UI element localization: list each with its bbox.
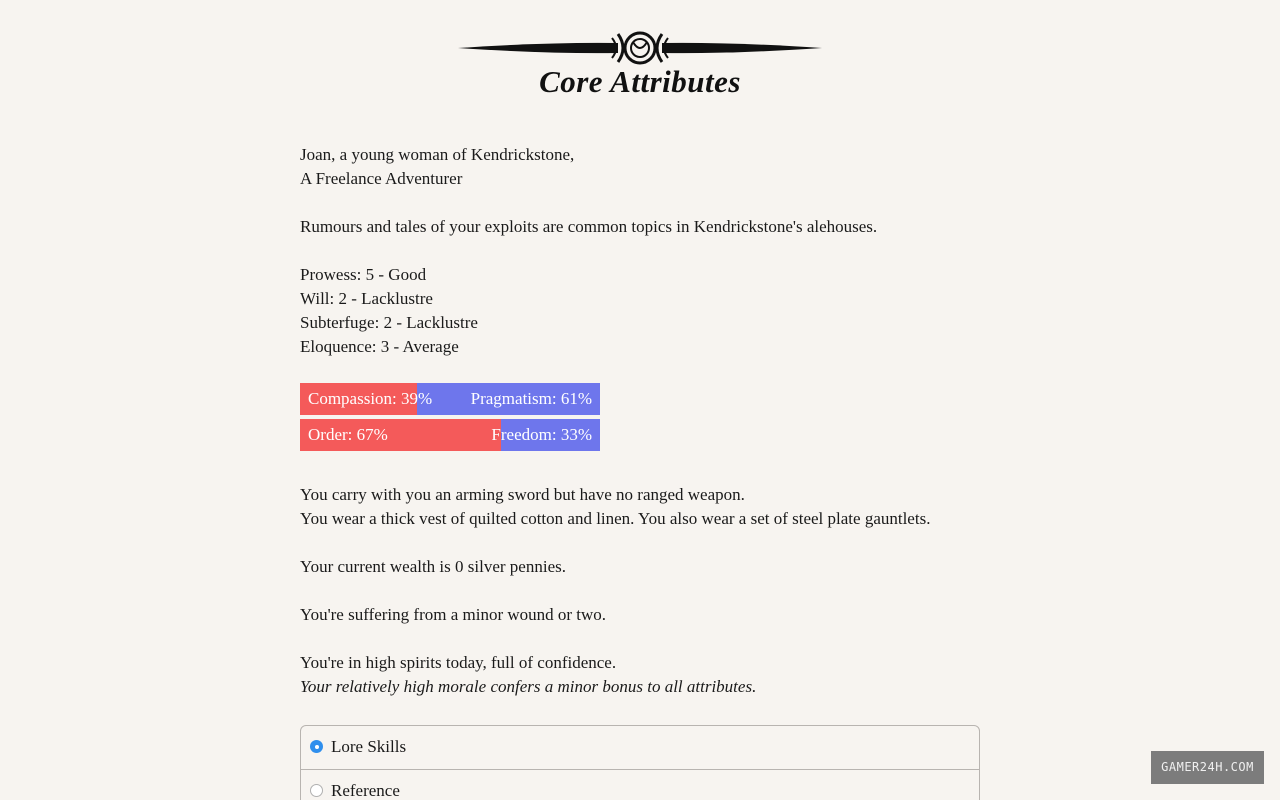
equipment-text <box>300 483 980 531</box>
morale-text <box>300 651 980 699</box>
armor-line: You wear a thick vest of quilted cotton and linen. You also wear a set of steel plate gauntlets. <box>300 509 931 528</box>
attribute-will: Will: 2 - Lacklustre <box>300 289 433 308</box>
morale-note: Your relatively high morale confers a minor bonus to all attributes. <box>300 677 757 696</box>
choice-reference[interactable] <box>301 769 979 800</box>
freedom-label: Freedom: 33% <box>491 425 592 444</box>
order-label: Order: 67% <box>308 425 388 444</box>
character-sheet <box>300 143 980 723</box>
reputation-text: Rumours and tales of your exploits are common topics in Kendrickstone's alehouses. <box>300 217 878 236</box>
choice-label: Lore Skills <box>331 737 407 756</box>
character-name-line: Joan, a young woman of Kendrickstone, <box>300 145 575 164</box>
attribute-list <box>300 263 980 359</box>
character-occupation-line: A Freelance Adventurer <box>300 169 463 188</box>
attribute-subterfuge: Subterfuge: 2 - Lacklustre <box>300 313 478 332</box>
choice-list <box>300 725 980 800</box>
attribute-eloquence: Eloquence: 3 - Average <box>300 337 459 356</box>
attribute-prowess: Prowess: 5 - Good <box>300 265 427 284</box>
page-header <box>0 0 1280 120</box>
pragmatism-label: Pragmatism: 61% <box>470 389 592 408</box>
radio-button[interactable] <box>310 784 323 797</box>
morale-line: You're in high spirits today, full of confidence. <box>300 653 617 672</box>
page-title: Core Attributes <box>539 64 741 99</box>
watermark-badge: GAMER24H.COM <box>1151 751 1264 784</box>
celtic-knot-ornament-icon <box>458 28 822 68</box>
order-freedom-bar <box>300 419 600 451</box>
compassion-label: Compassion: 39% <box>308 389 433 408</box>
opposed-stats <box>300 383 980 451</box>
choice-label: Reference <box>331 781 400 800</box>
weapon-line: You carry with you an arming sword but have no ranged weapon. <box>300 485 745 504</box>
health-text: You're suffering from a minor wound or two. <box>300 605 607 624</box>
radio-button[interactable] <box>310 740 323 753</box>
choice-lore-skills[interactable] <box>301 726 979 769</box>
compassion-pragmatism-bar <box>300 383 600 415</box>
character-intro <box>300 143 980 191</box>
wealth-text: Your current wealth is 0 silver pennies. <box>300 557 566 576</box>
